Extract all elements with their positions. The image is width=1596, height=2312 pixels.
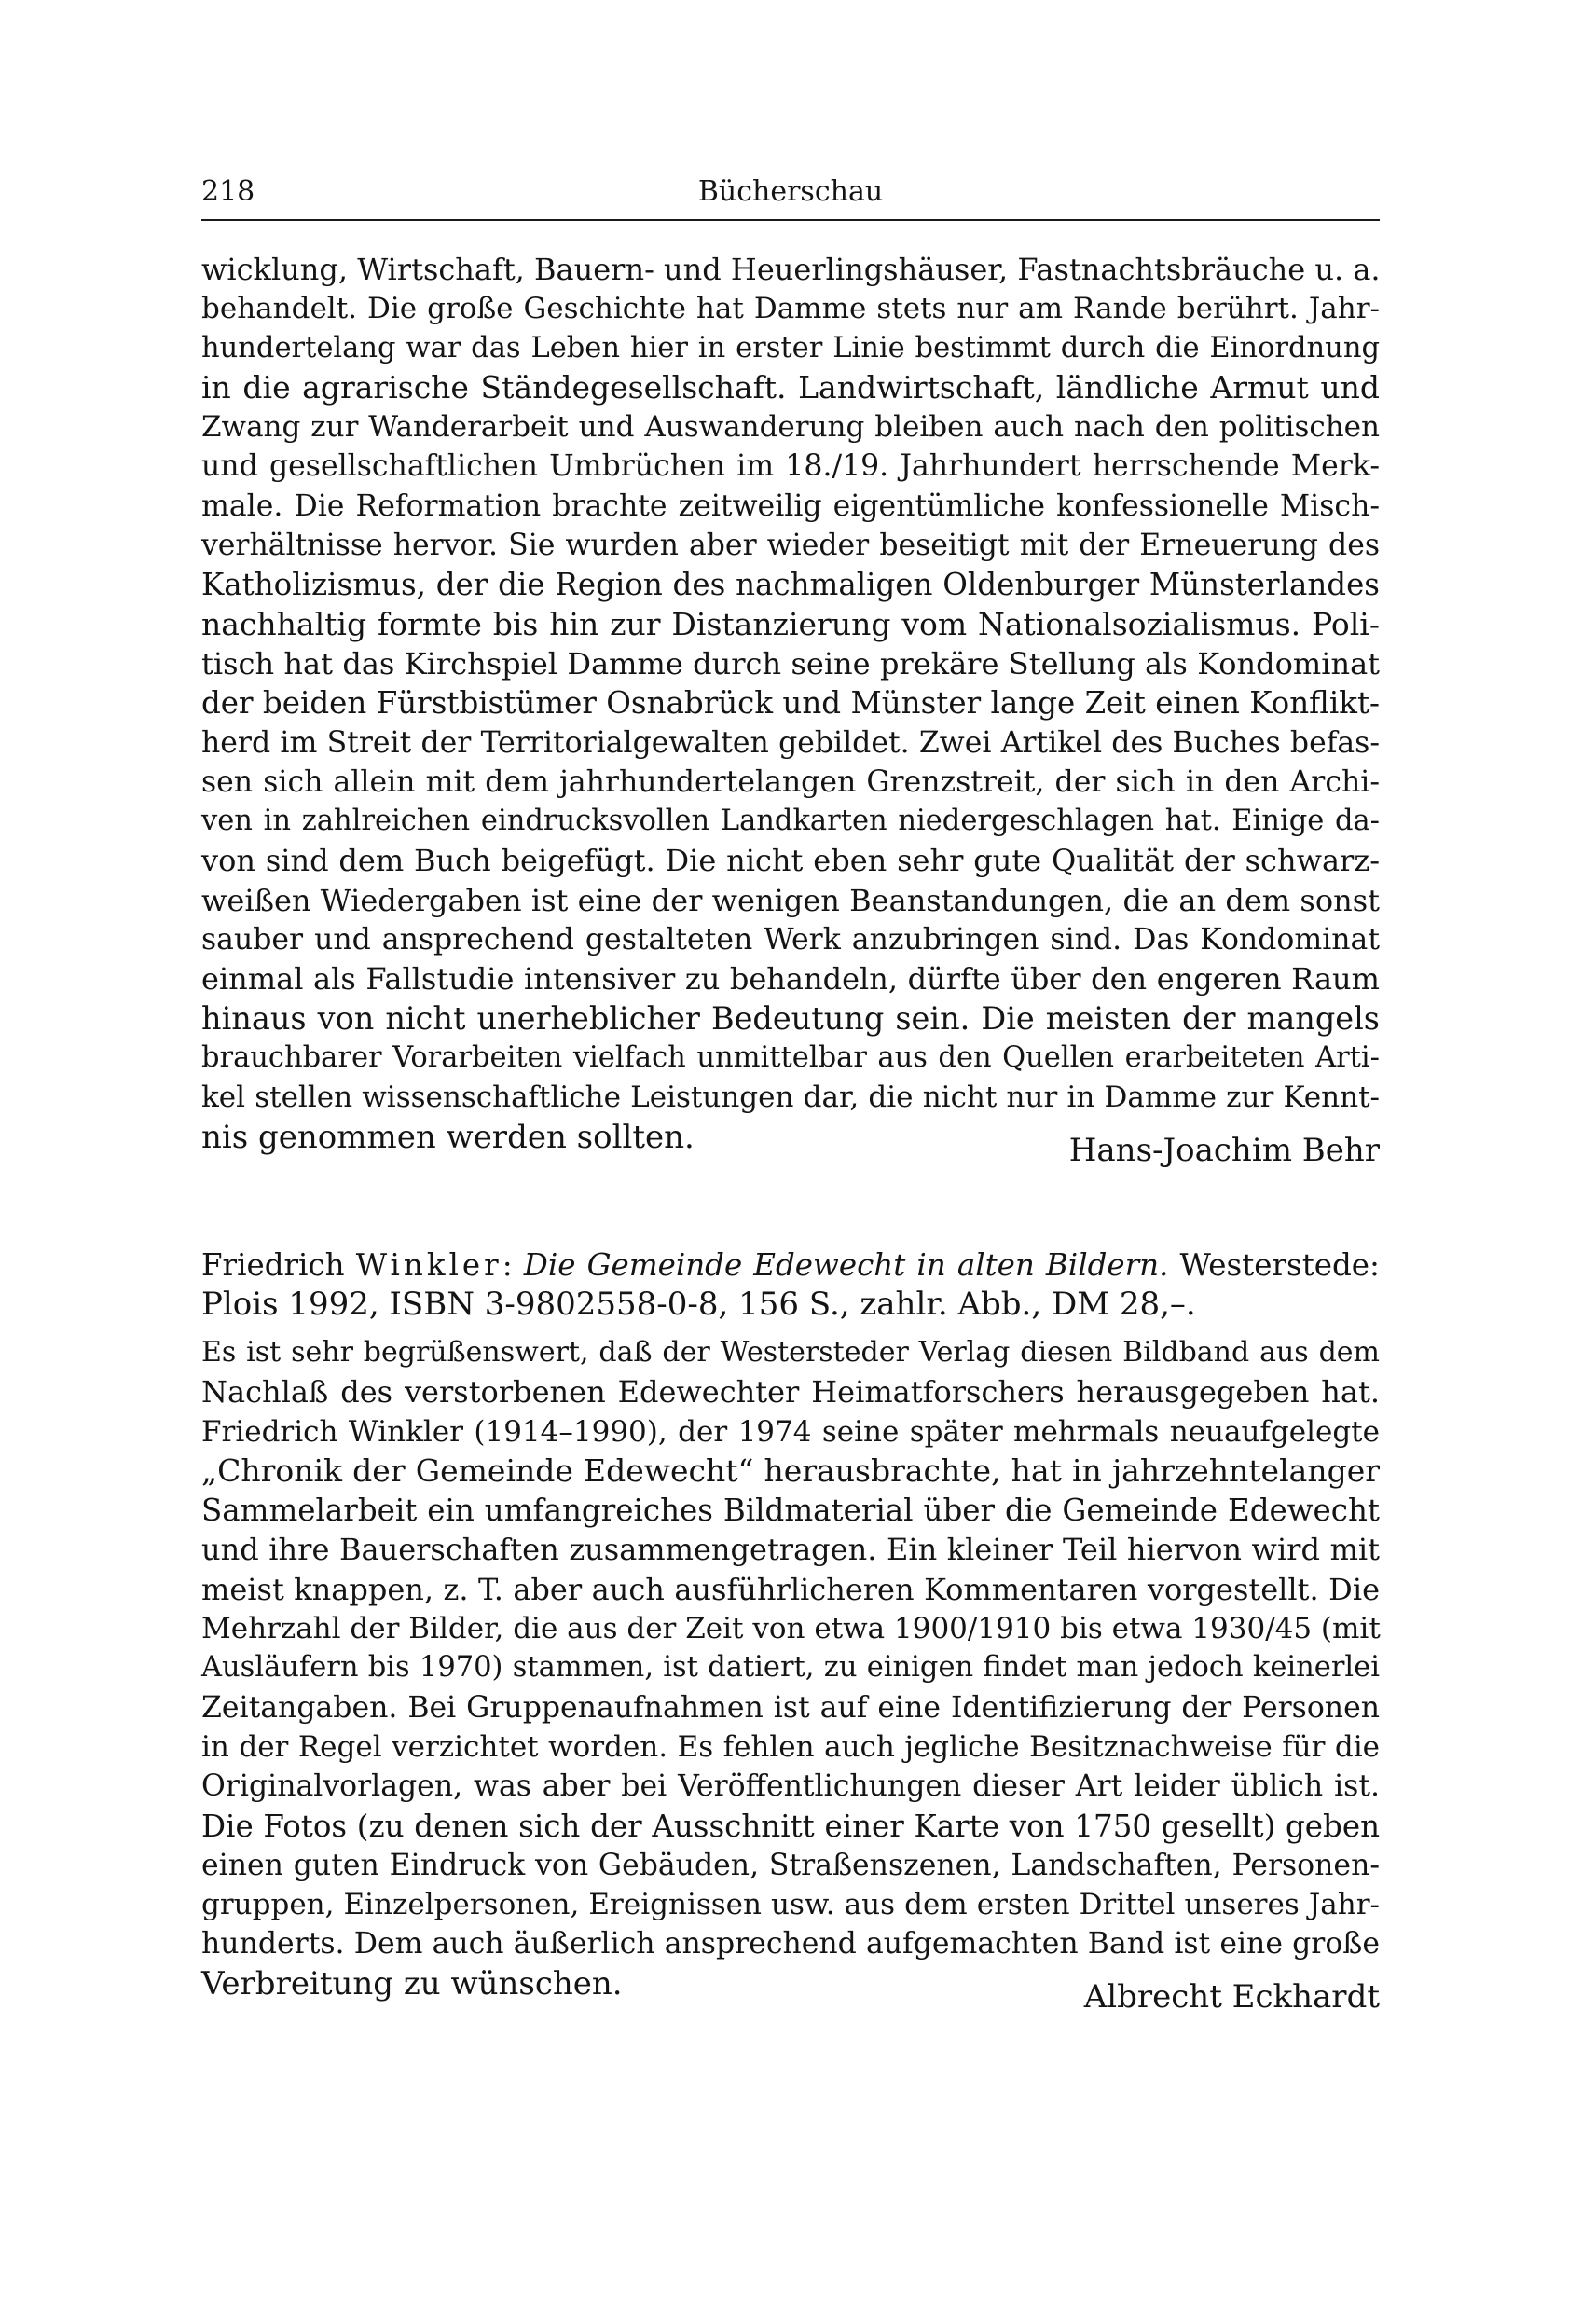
book-title: Die Gemeinde Edewecht in alten Bildern. — [523, 1247, 1169, 1283]
text-line: Ausläufern bis 1970) stammen, ist datiert, zu einigen findet man jedoch keinerlei — [201, 1651, 1380, 1685]
text-line: und gesellschaftlichen Umbrüchen im 18./19. Jahrhundert herrschende Merk- — [201, 449, 1380, 484]
review-1-body — [201, 250, 1381, 1169]
author-last-name: Winkler — [355, 1247, 502, 1283]
text-line: Originalvorlagen, was aber bei Veröffentlichungen dieser Art leider üblich ist. — [201, 1769, 1380, 1804]
text-line: Sammelarbeit ein umfangreiches Bildmaterial über die Gemeinde Edewecht — [201, 1493, 1380, 1529]
text-line: Friedrich Winkler (1914–1990), der 1974 seine später mehrmals neuaufgelegte — [201, 1414, 1380, 1449]
reviewer-signature: Albrecht Eckhardt — [1083, 1977, 1380, 2016]
text-line: einen guten Eindruck von Gebäuden, Straßenszenen, Landschaften, Personen- — [201, 1848, 1380, 1882]
text-line: meist knappen, z. T. aber auch ausführlicheren Kommentaren vorgestellt. Die — [201, 1571, 1380, 1607]
text-line: Mehrzahl der Bilder, die aus der Zeit von etwa 1900/1910 bis etwa 1930/45 (mit — [201, 1612, 1381, 1646]
text-line: von sind dem Buch beigefügt. Die nicht eben sehr gute Qualität der schwarz- — [201, 843, 1380, 879]
text-line: hundertelang war das Leben hier in erster Linie bestimmt durch die Einordnung — [201, 331, 1380, 365]
biblio-line — [201, 1245, 1380, 1285]
header-rule — [201, 219, 1380, 221]
text-line: nis genommen werden sollten. — [201, 1118, 695, 1156]
text-line: nachhaltig formte bis hin zur Distanzierung vom Nationalsozialismus. Poli- — [201, 605, 1380, 642]
publication-place: Westerstede: — [1168, 1247, 1380, 1283]
closing-line — [201, 1964, 1380, 2016]
author-first-name: Friedrich — [201, 1247, 356, 1283]
text-line: in die agrarische Ständegesellschaft. Landwirtschaft, ländliche Armut und — [201, 368, 1380, 406]
text-line: ven in zahlreichen eindrucksvollen Landkarten niedergeschlagen hat. Einige da- — [201, 805, 1380, 838]
text-line: hinaus von nicht unerheblicher Bedeutung sein. Die meisten der mangels — [201, 999, 1380, 1037]
text-line: Nachlaß des verstorbenen Edewechter Heimatforschers herausgegeben hat. — [201, 1374, 1380, 1411]
biblio-line-2: Plois 1992, ISBN 3-9802558-0-8, 156 S., zahlr. Abb., DM 28,–. — [201, 1286, 1196, 1324]
text-line: behandelt. Die große Geschichte hat Damme stets nur am Rande berührt. Jahr- — [201, 292, 1380, 326]
text-line: und ihre Bauerschaften zusammengetragen. Ein kleiner Teil hiervon wird mit — [201, 1532, 1380, 1568]
text-line: sen sich allein mit dem jahrhundertelangen Grenzstreit, der sich in den Archi- — [201, 764, 1380, 799]
text-line: Zwang zur Wanderarbeit und Auswanderung bleiben auch nach den politischen — [201, 410, 1380, 445]
text-line: „Chronik der Gemeinde Edewecht“ herausbrachte, hat in jahrzehntelanger — [201, 1452, 1380, 1489]
text-line: Die Fotos (zu denen sich der Ausschnitt einer Karte von 1750 gesellt) geben — [201, 1808, 1380, 1844]
text-line: einmal als Fallstudie intensiver zu behandeln, dürfte über den engeren Raum — [201, 961, 1380, 998]
text-line: der beiden Fürstbistümer Osnabrück und Münster lange Zeit einen Konflikt- — [201, 685, 1380, 722]
running-head — [201, 173, 1380, 211]
text-line: Es ist sehr begrüßenswert, daß der Westersteder Verlag diesen Bildband aus dem — [201, 1336, 1380, 1369]
reviewer-signature: Hans-Joachim Behr — [1068, 1131, 1380, 1169]
page-number: 218 — [201, 175, 255, 208]
text-line: Katholizismus, der die Region des nachmaligen Oldenburger Münsterlandes — [201, 567, 1380, 603]
bibliographic-entry — [201, 1245, 1380, 1325]
text-line: brauchbarer Vorarbeiten vielfach unmittelbar aus den Quellen erarbeiteten Arti- — [201, 1040, 1380, 1074]
text-line: herd im Streit der Territorialgewalten gebildet. Zwei Artikel des Buches befas- — [201, 725, 1380, 760]
text-line: Verbreitung zu wünschen. — [201, 1964, 623, 2002]
text-line: verhältnisse hervor. Sie wurden aber wieder beseitigt mit der Erneuerung des — [201, 529, 1380, 563]
closing-line — [201, 1118, 1380, 1169]
text-line: sauber und ansprechend gestalteten Werk anzubringen sind. Das Kondominat — [201, 923, 1380, 957]
text-line: tisch hat das Kirchspiel Damme durch seine prekäre Stellung als Kondominat — [201, 645, 1380, 681]
text-line: Zeitangaben. Bei Gruppenaufnahmen ist auf eine Identifizierung der Personen — [201, 1690, 1380, 1725]
biblio-colon: : — [502, 1247, 524, 1283]
text-line: male. Die Reformation brachte zeitweilig eigentümliche konfessionelle Misch- — [201, 489, 1380, 523]
text-line: weißen Wiedergaben ist eine der wenigen Beanstandungen, die an dem sonst — [201, 882, 1380, 918]
text-line: hunderts. Dem auch äußerlich ansprechend aufgemachten Band ist eine große — [201, 1927, 1380, 1961]
review-2-body — [201, 1333, 1381, 2016]
text-line: kel stellen wissenschaftliche Leistungen dar, die nicht nur in Damme zur Kennt- — [201, 1080, 1380, 1115]
text-line: gruppen, Einzelpersonen, Ereignissen usw. aus dem ersten Drittel unseres Jahr- — [201, 1888, 1380, 1922]
text-line: in der Regel verzichtet worden. Es fehlen auch jegliche Besitznachweise für die — [201, 1729, 1380, 1764]
section-title: Bücherschau — [697, 175, 884, 208]
text-line: wicklung, Wirtschaft, Bauern- und Heuerlingshäuser, Fastnachtsbräuche u. a. — [201, 252, 1381, 287]
